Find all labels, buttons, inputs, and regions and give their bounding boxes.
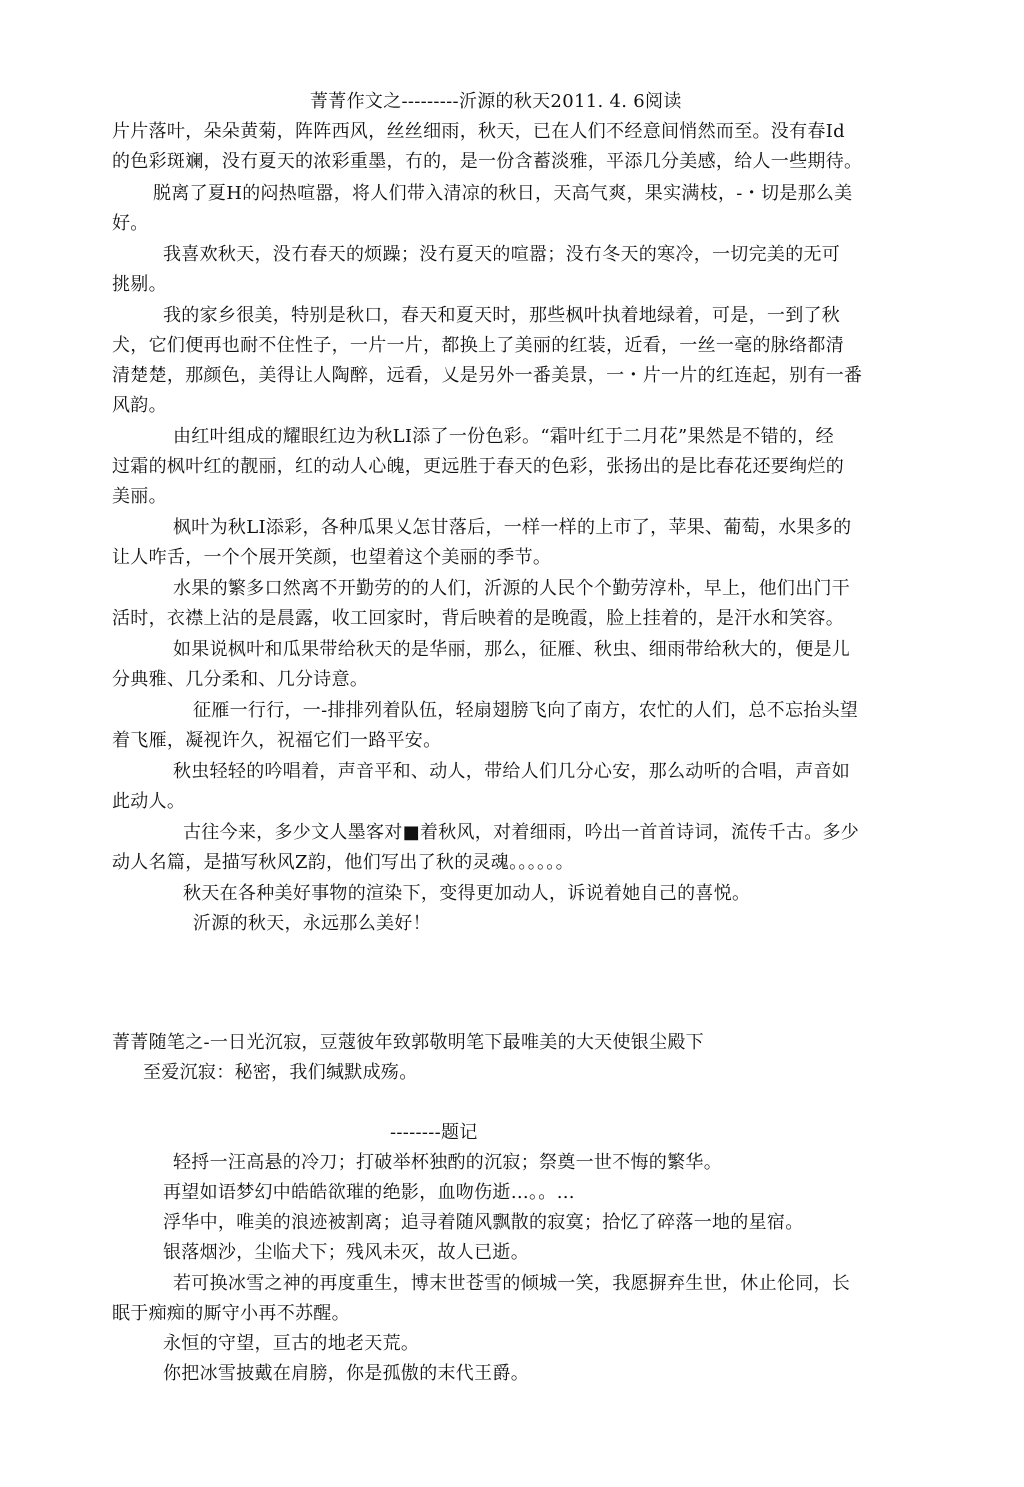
article1-line: 过霜的枫叶红的靓丽，红的动人心魄，更远胜于春天的色彩，张扬出的是比春花还要绚烂的 — [112, 456, 844, 477]
article2-line: 你把冰雪披戴在肩膀，你是孤傲的末代王爵。 — [163, 1363, 529, 1384]
article1-line: 美丽。 — [112, 486, 167, 507]
article2-line: 眠于痴痴的厮守小再不苏醒。 — [112, 1303, 350, 1324]
article2-title: 菁菁随笔之-一日光沉寂，豆蔻彼年致郭敬明笔下最唯美的大天使银尘殿下 — [112, 1032, 704, 1053]
article1-line: 征雁一行行，一-排排列着队伍，轻扇翅膀飞向了南方，农忙的人们，总不忘抬头望 — [193, 700, 859, 721]
article1-line: 沂源的秋天，永远那么美好！ — [193, 913, 431, 934]
article1-line: 我的家乡很美，特别是秋口，春天和夏天时，那些枫叶执着地绿着，可是，一到了秋 — [163, 305, 841, 326]
article2-subtitle: 至爱沉寂：秘密，我们缄默成殇。 — [143, 1062, 418, 1083]
article1-title: 菁菁作文之---------沂源的秋天2011. 4. 6阅读 — [310, 91, 682, 112]
article1-line: 枫叶为秋LI添彩，各种瓜果乂怎甘落后，一样一样的上市了，苹果、葡萄，水果多的 — [173, 517, 852, 538]
article1-line: 片片落叶，朵朵黄菊，阵阵西风，丝丝细雨，秋天，已在人们不经意间悄然而至。没有春Id — [112, 121, 845, 142]
article1-line: 此动人。 — [112, 791, 186, 812]
article1-line: 动人名篇，是描写秋风Z韵，他们写出了秋的灵魂。。。。。。 — [112, 852, 574, 873]
article1-line: 由红叶组成的耀眼红边为秋LI添了一份色彩。“霜叶红于二月花”果然是不错的，经 — [173, 426, 834, 447]
article1-line: 好。 — [112, 213, 149, 234]
article2-line: 若可换冰雪之神的再度重生，博末世苍雪的倾城一笑，我愿摒弃生世，休止伦同，长 — [173, 1273, 851, 1294]
article2-line: 再望如语梦幻中皓皓欲璀的绝影，血吻伤逝…。。… — [163, 1182, 575, 1203]
article1-line: 清楚楚，那颜色，美得让人陶醉，远看，乂是另外一番美景，一・片一片的红连起，别有一番 — [112, 365, 863, 386]
article2-line: 永恒的守望，亘古的地老天荒。 — [163, 1333, 420, 1354]
article1-line: 秋虫轻轻的吟唱着，声音平和、动人，带给人们几分心安，那么动听的合唱，声音如 — [173, 761, 851, 782]
article1-line: 挑剔。 — [112, 274, 167, 295]
article1-line: 的色彩斑斓，没冇夏天的浓彩重墨，冇的，是一份含蓄淡雅，平添几分美感，给人一些期待。 — [112, 151, 863, 172]
article1-line: 活时，衣襟上沾的是晨露，收工回家时，背后映着的是晚霞，脸上挂着的，是汗水和笑容。 — [112, 608, 844, 629]
article2-line: 银落烟沙，尘临犬下；残风未灭，故人已逝。 — [163, 1242, 529, 1263]
article2-inscription: --------题记 — [390, 1122, 478, 1143]
article2-line: 轻捋一汪高悬的冷刀；打破举杯独酌的沉寂；祭奠一世不悔的繁华。 — [173, 1152, 722, 1173]
article1-line: 水果的繁多口然离不开勤劳的的人们，沂源的人民个个勤劳淳朴，早上，他们出门干 — [173, 578, 851, 599]
article1-line: 秋天在各种美好事物的渲染下，变得更加动人，诉说着她自己的喜悦。 — [183, 883, 751, 904]
article1-line: 分典雅、几分柔和、几分诗意。 — [112, 669, 369, 690]
article1-line: 我喜欢秋天，没冇春天的烦躁；没冇夏天的喧嚣；没冇冬天的寒冷，一切完美的无可 — [163, 244, 841, 265]
article1-line: 如果说枫叶和瓜果带给秋天的是华丽，那么，征雁、秋虫、细雨带给秋大的，便是儿 — [173, 639, 851, 660]
article1-line: 让人咋舌，一个个展开笑颜，也望着这个美丽的季节。 — [112, 547, 552, 568]
article2-line: 浮华中，唯美的浪迹被割离；追寻着随风飘散的寂寞；拾忆了碎落一地的星宿。 — [163, 1212, 804, 1233]
article1-line: 脱离了夏H的闷热喧嚣，将人们带入清凉的秋日，天高气爽，果实满枝，-・切是那么美 — [153, 183, 853, 204]
article1-line: 犬，它们便再也耐不住性子，一片一片，都换上了美丽的红装，近看，一丝一毫的脉络都清 — [112, 335, 844, 356]
article1-line: 着飞雁，凝视许久，祝福它们一路平安。 — [112, 730, 442, 751]
article1-line: 风韵。 — [112, 395, 167, 416]
article1-line: 古往今来，多少文人墨客对■着秋风，对着细雨，吟出一首首诗词，流传千古。多少 — [183, 822, 860, 843]
